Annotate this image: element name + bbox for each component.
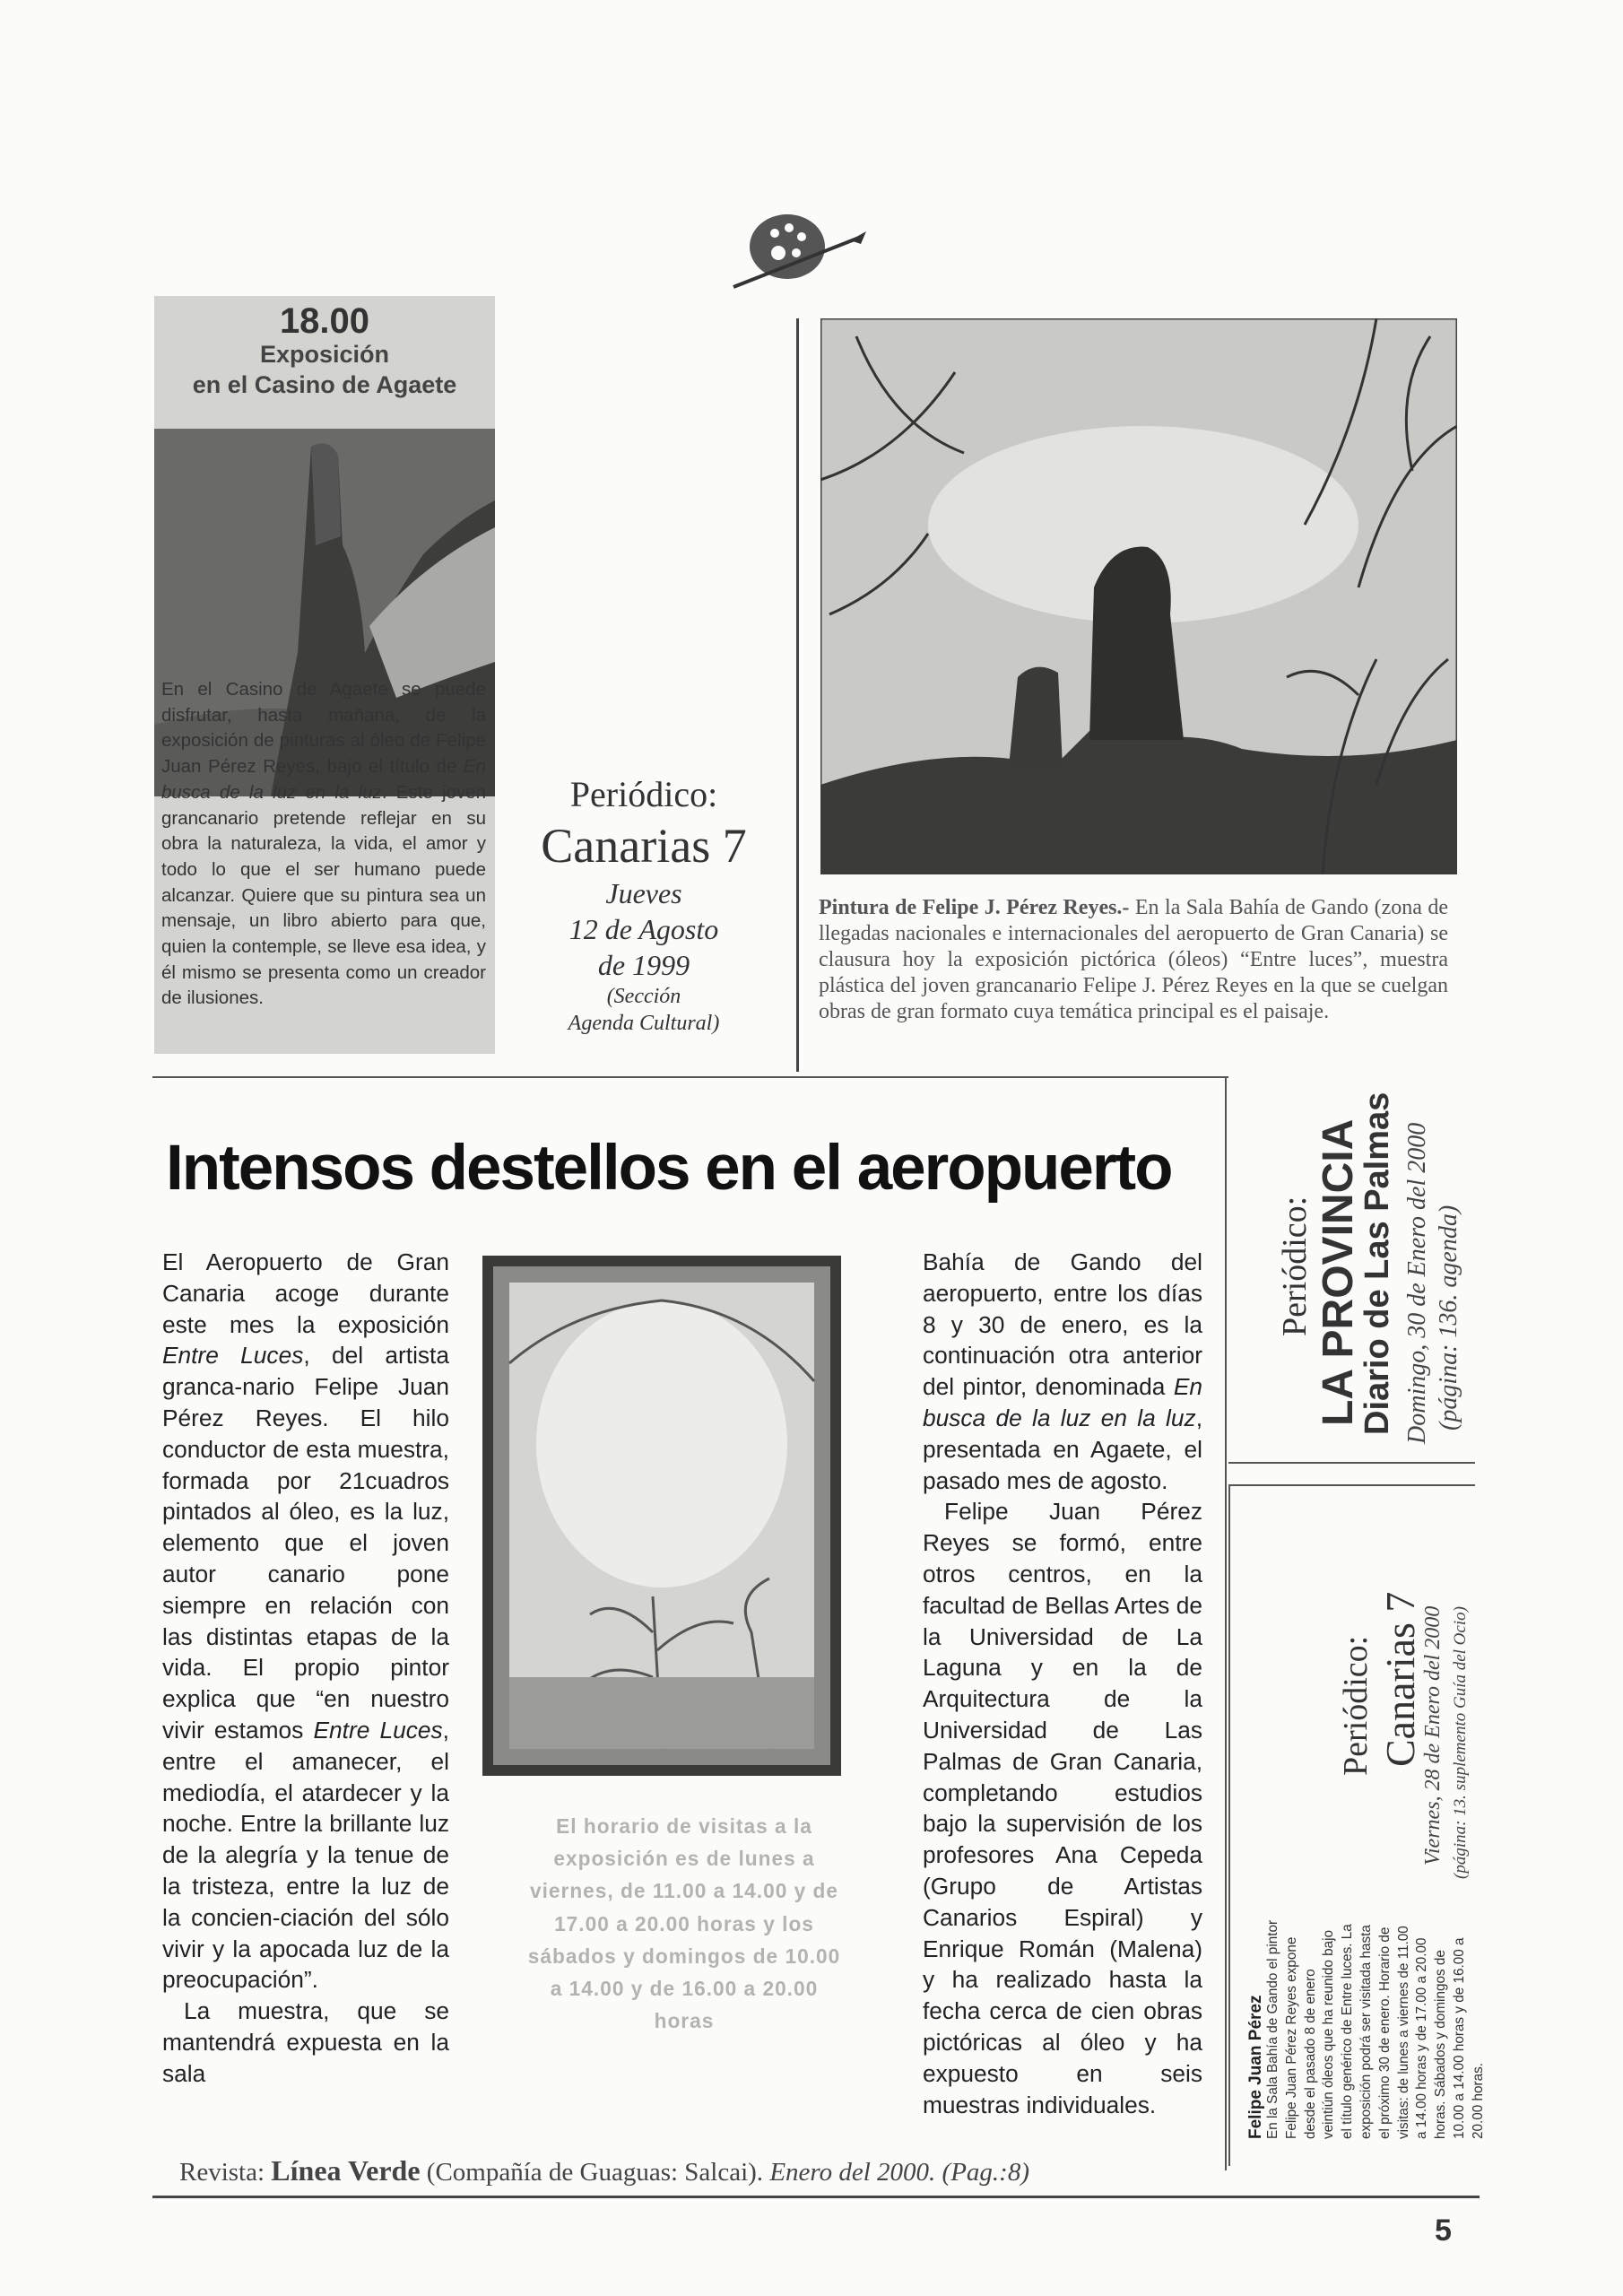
magazine-date: Enero del 2000. (Pag.:8) <box>769 2158 1029 2187</box>
agaete-text-1: En el Casino de Agaete se puede disfrutar, hasta mañana, de la exposición de pinturas al óleo de Felipe Juan Pérez Reyes, bajo el título de <box>161 679 486 778</box>
canarias7-1999-source <box>509 773 778 1037</box>
col1-text-d: La muestra, que se mantendrá expuesta en la sala <box>162 1997 449 2087</box>
agaete-article <box>161 677 486 1012</box>
publication-day: Jueves <box>605 877 682 909</box>
article-column-3 <box>883 1247 1202 2120</box>
magazine-label: Revista: <box>179 2158 272 2187</box>
article-right-rule <box>1225 1076 1227 2170</box>
footer-rule <box>152 2196 1480 2198</box>
brief-title: Felipe Juan Pérez <box>1246 1995 1265 2139</box>
framed-painting-photo <box>482 1256 841 1776</box>
newspaper-name: Canarias 7 <box>541 819 747 873</box>
col1-text-b: , del artista granca-nario Felipe Juan Pérez Reyes. El hilo conductor de esta muestra, formada por 21cuadros pintados al óleo, es la luz, elemento que el joven autor canario pone siempre en relación con las distintas etapas de la vida. El propio pintor explica que “en nuestro vivir estamos <box>162 1342 449 1744</box>
agaete-exhibit-title: En busca de la luz en la luz <box>161 756 486 803</box>
col1-italic-1: Entre Luces <box>162 1342 304 1370</box>
source-label: Periódico: <box>569 774 718 814</box>
painting-caption <box>819 895 1448 1025</box>
canarias7-box-top-rule <box>1228 1484 1475 1486</box>
article-headline: Intensos destellos en el aeropuerto <box>166 1133 1172 1204</box>
section-line-2: Agenda Cultural) <box>568 1012 720 1035</box>
event-time: 18.00 <box>279 301 370 341</box>
caption-lead: Pintura de Felipe J. Pérez Reyes.- <box>819 896 1130 919</box>
col3-text-b: , presentada en Agaete, el pasado mes de agosto. <box>923 1404 1202 1494</box>
caption-text: En la Sala Bahía de Gando (zona de llegadas nacionales e internacionales del aeropuerto de Gran Canaria) se clausura hoy la exposición pictórica (óleos) “Entre luces”, muestra plástica del joven grancanario Felipe J. Pérez Reyes en la que se cuelgan obras de gran formato cuya temática principal es el paisaje. <box>819 896 1448 1023</box>
publication-date: Domingo, 30 de Enero del 2000 <box>1403 1122 1431 1444</box>
la-provincia-source <box>1237 1076 1480 1462</box>
newspaper-name: Canarias 7 <box>1377 1591 1423 1767</box>
section-rule <box>152 1076 1228 1078</box>
landscape-painting-photo <box>820 318 1457 874</box>
publication-year: de 1999 <box>597 949 690 981</box>
publication-page: (página: 136. agenda) <box>1435 1205 1462 1431</box>
source-label: Periódico: <box>1276 1196 1314 1336</box>
magazine-name: Línea Verde <box>271 2154 421 2187</box>
publication-page: (página: 13. suplemento Guía del Ocio) <box>1451 1606 1470 1879</box>
publication-date: Viernes, 28 de Enero del 2000 <box>1421 1605 1445 1866</box>
publication-date: 12 de Agosto <box>568 913 719 945</box>
event-subtitle: en el Casino de Agaete <box>192 371 457 398</box>
col1-italic-2: Entre Luces <box>313 1716 443 1744</box>
col3-italic: En busca de la luz en la luz <box>923 1373 1202 1431</box>
col3-text-a: Bahía de Gando del aeropuerto, entre los días 8 y 30 de enero, es la continuación otra anterior del pintor, denominada <box>923 1248 1202 1401</box>
canarias7-box-left-rule <box>1228 1484 1230 2166</box>
magazine-publisher: (Compañía de Guaguas: Salcai). <box>420 2158 770 2187</box>
col1-text-a: El Aeropuerto de Gran Canaria acoge durante este mes la exposición <box>162 1248 449 1338</box>
provincia-rule <box>1228 1462 1475 1464</box>
newspaper-name: LA PROVINCIA <box>1315 1118 1362 1426</box>
newspaper-subtitle: Diario de Las Palmas <box>1358 1091 1396 1435</box>
article-column-1 <box>162 1247 449 2090</box>
event-title: Exposición <box>259 341 390 368</box>
section-line-1: (Sección <box>606 985 681 1008</box>
brief-clipping <box>1246 1919 1486 2144</box>
col3-text-c: Felipe Juan Pérez Reyes se formó, entre otros centros, en la facultad de Bellas Artes de la Universidad de La Laguna y en la de Arquitectura de la Universidad de Las Palmas de Gran Canaria, completando estudios bajo la supervisión de los profesores Ana Cepeda (Grupo de Artistas Canarios Espiral) y Enrique Román (Malena) y ha realizado hasta la fecha cerca de cien obras pictóricas al óleo y ha expuesto en seis muestras individuales. <box>923 1498 1202 2118</box>
magazine-source <box>179 2154 1029 2187</box>
page-number: 5 <box>1435 2213 1452 2248</box>
palette-logo-icon <box>725 197 868 291</box>
source-label: Periódico: <box>1337 1635 1375 1776</box>
agaete-text-2: . Este joven grancanario pretende reflejar en su obra la naturaleza, la vida, el amor y todo lo que el ser humano puede alcanzar. Quiere que su pintura sea un mensaje, un libro abierto para que, quien la contemple, se lleve esa idea, y él mismo se presenta como un creador de ilusiones. <box>161 781 486 1009</box>
col1-text-c: , entre el amanecer, el mediodía, el atardecer y la noche. Entre la brillante luz de la alegría y la tenue de la tristeza, entre la luz de la concien-ciación del sólo vivir y la apocada luz de la preocupación”. <box>162 1716 449 1994</box>
agaete-clipping <box>154 296 495 1054</box>
brief-text: En la Sala Bahía de Gando el pintor Felipe Juan Pérez Reyes expone desde el pasado 8 de enero veintiún óleos que ha reunido bajo el título genérico de Entre luces. La exposición podrá ser visitada hasta el próximo 30 de enero. Horario de visitas: de lunes a viernes de 11.00 a 14.00 horas y de 17.00 a 20.00 horas. Sábados y domingos de 10.00 a 14.00 horas y de 16.00 a 20.00 horas. <box>1265 1919 1486 2139</box>
canarias7-2000-source <box>1237 1489 1480 1883</box>
visiting-hours: El horario de visitas a la exposición es de lunes a viernes, de 11.00 a 14.00 y de 17.00 a 20.00 horas y los sábados y domingos de 10.00 a 14.00 y de 16.00 a 20.00 horas <box>527 1814 841 2033</box>
column-divider <box>796 318 799 1072</box>
